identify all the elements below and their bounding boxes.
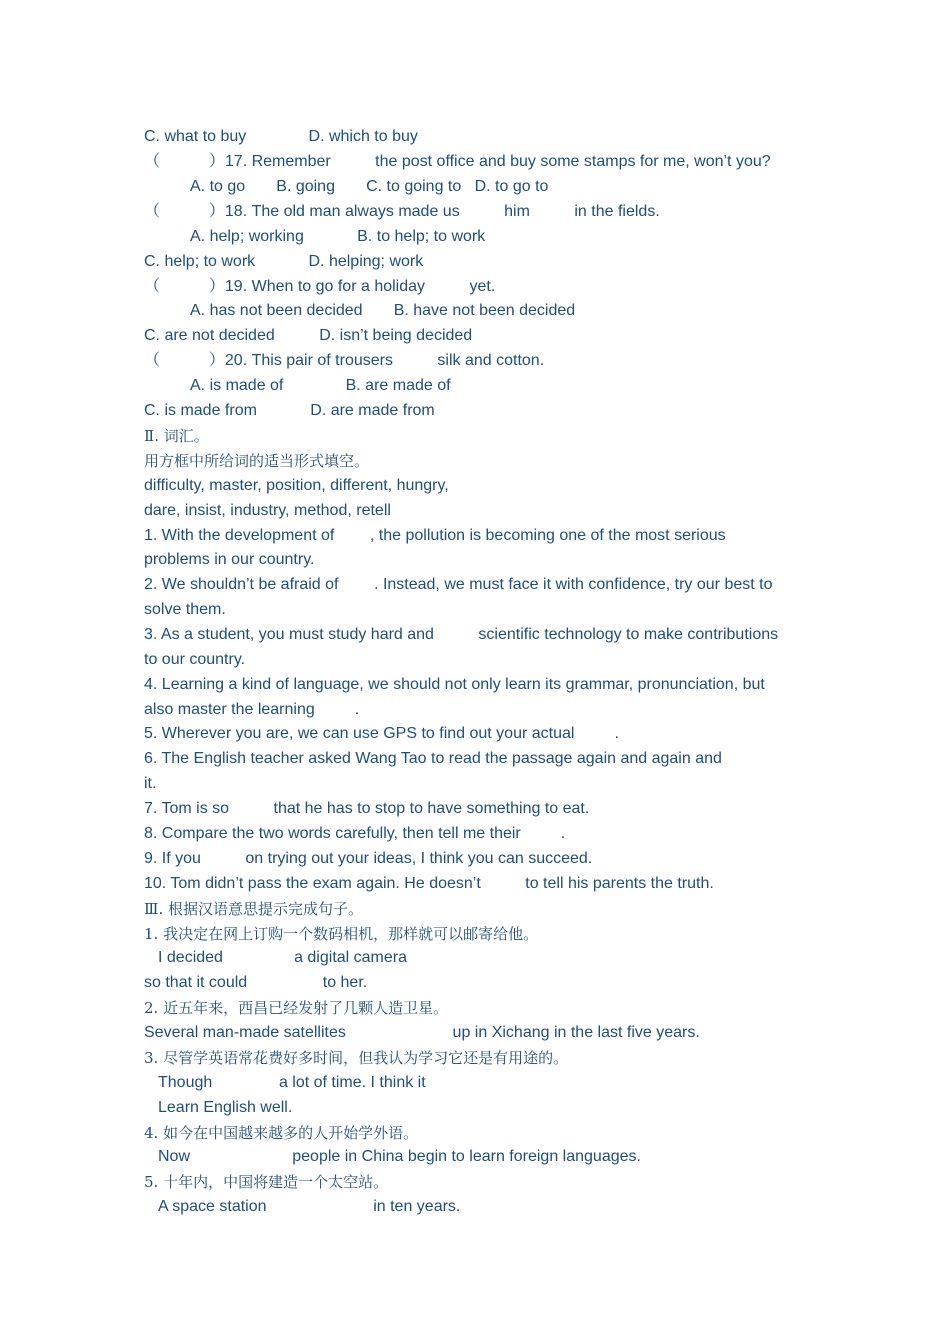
sentence-3-chinese: 3. 尽管学英语常花费好多时间，但我认为学习它还是有用途的。 [144, 1049, 569, 1067]
sentence-3-english: Though a lot of time. I think it [158, 1074, 426, 1091]
sentence-3-english-cont: Learn English well. [158, 1099, 293, 1116]
section-2-heading: Ⅱ. 词汇。 [144, 427, 209, 445]
question-20: （ ）20. This pair of trousers silk and cotton. [144, 352, 545, 369]
question-17: （ ）17. Remember the post office and buy some stamps for me, won’t you? [144, 153, 771, 170]
vocab-item-5: 5. Wherever you are, we can use GPS to find out your actual . [144, 725, 619, 742]
options-17: A. to go B. going C. to going to D. to go to [190, 178, 549, 195]
vocab-item-8: 8. Compare the two words carefully, then tell me their . [144, 825, 566, 842]
sentence-2-chinese: 2. 近五年来，西昌已经发射了几颗人造卫星。 [144, 999, 449, 1017]
vocab-item-4: 4. Learning a kind of language, we should not only learn its grammar, pronunciation, but [144, 676, 765, 693]
vocab-item-3: 3. As a student, you must study hard and scientific technology to make contributions [144, 626, 779, 643]
sentence-1-english: I decided a digital camera [158, 949, 408, 966]
vocab-item-10: 10. Tom didn’t pass the exam again. He doesn’t to tell his parents the truth. [144, 875, 714, 892]
vocab-item-3-cont: to our country. [144, 651, 246, 668]
vocab-item-2-cont: solve them. [144, 601, 226, 618]
vocab-item-2: 2. We shouldn’t be afraid of . Instead, we must face it with confidence, try our best to [144, 576, 773, 593]
sentence-1-english-cont: so that it could to her. [144, 974, 368, 991]
sentence-4-chinese: 4. 如今在中国越来越多的人开始学外语。 [144, 1124, 419, 1142]
question-19: （ ）19. When to go for a holiday yet. [144, 278, 496, 295]
vocab-item-7: 7. Tom is so that he has to stop to have something to eat. [144, 800, 590, 817]
sentence-5-chinese: 5. 十年内，中国将建造一个太空站。 [144, 1173, 389, 1191]
vocab-item-6: 6. The English teacher asked Wang Tao to read the passage again and again and [144, 750, 722, 767]
section-2-instruction: 用方框中所给词的适当形式填空。 [144, 452, 370, 470]
sentence-1-chinese: 1. 我决定在网上订购一个数码相机，那样就可以邮寄给他。 [144, 925, 539, 943]
vocab-item-6-cont: it. [144, 775, 157, 792]
vocab-item-4-cont: also master the learning . [144, 701, 360, 718]
vocab-item-1-cont: problems in our country. [144, 551, 315, 568]
word-box-line-2: dare, insist, industry, method, retell [144, 502, 391, 519]
word-box-line-1: difficulty, master, position, different, hungry, [144, 477, 449, 494]
option-line: C. what to buy D. which to buy [144, 128, 418, 145]
options-20-ab: A. is made of B. are made of [190, 377, 451, 394]
sentence-2-english: Several man-made satellites up in Xichang in the last five years. [144, 1024, 700, 1041]
sentence-5-english: A space station in ten years. [158, 1198, 461, 1215]
question-18: （ ）18. The old man always made us him in the fields. [144, 203, 660, 220]
options-19-cd: C. are not decided D. isn’t being decided [144, 327, 473, 344]
options-19-ab: A. has not been decided B. have not been decided [190, 302, 576, 319]
section-3-heading: Ⅲ. 根据汉语意思提示完成句子。 [144, 900, 364, 918]
options-20-cd: C. is made from D. are made from [144, 402, 435, 419]
sentence-4-english: Now people in China begin to learn foreign languages. [158, 1148, 641, 1165]
vocab-item-9: 9. If you on trying out your ideas, I think you can succeed. [144, 850, 593, 867]
vocab-item-1: 1. With the development of , the pollution is becoming one of the most serious [144, 527, 726, 544]
options-18-cd: C. help; to work D. helping; work [144, 253, 424, 270]
options-18-ab: A. help; working B. to help; to work [190, 228, 486, 245]
